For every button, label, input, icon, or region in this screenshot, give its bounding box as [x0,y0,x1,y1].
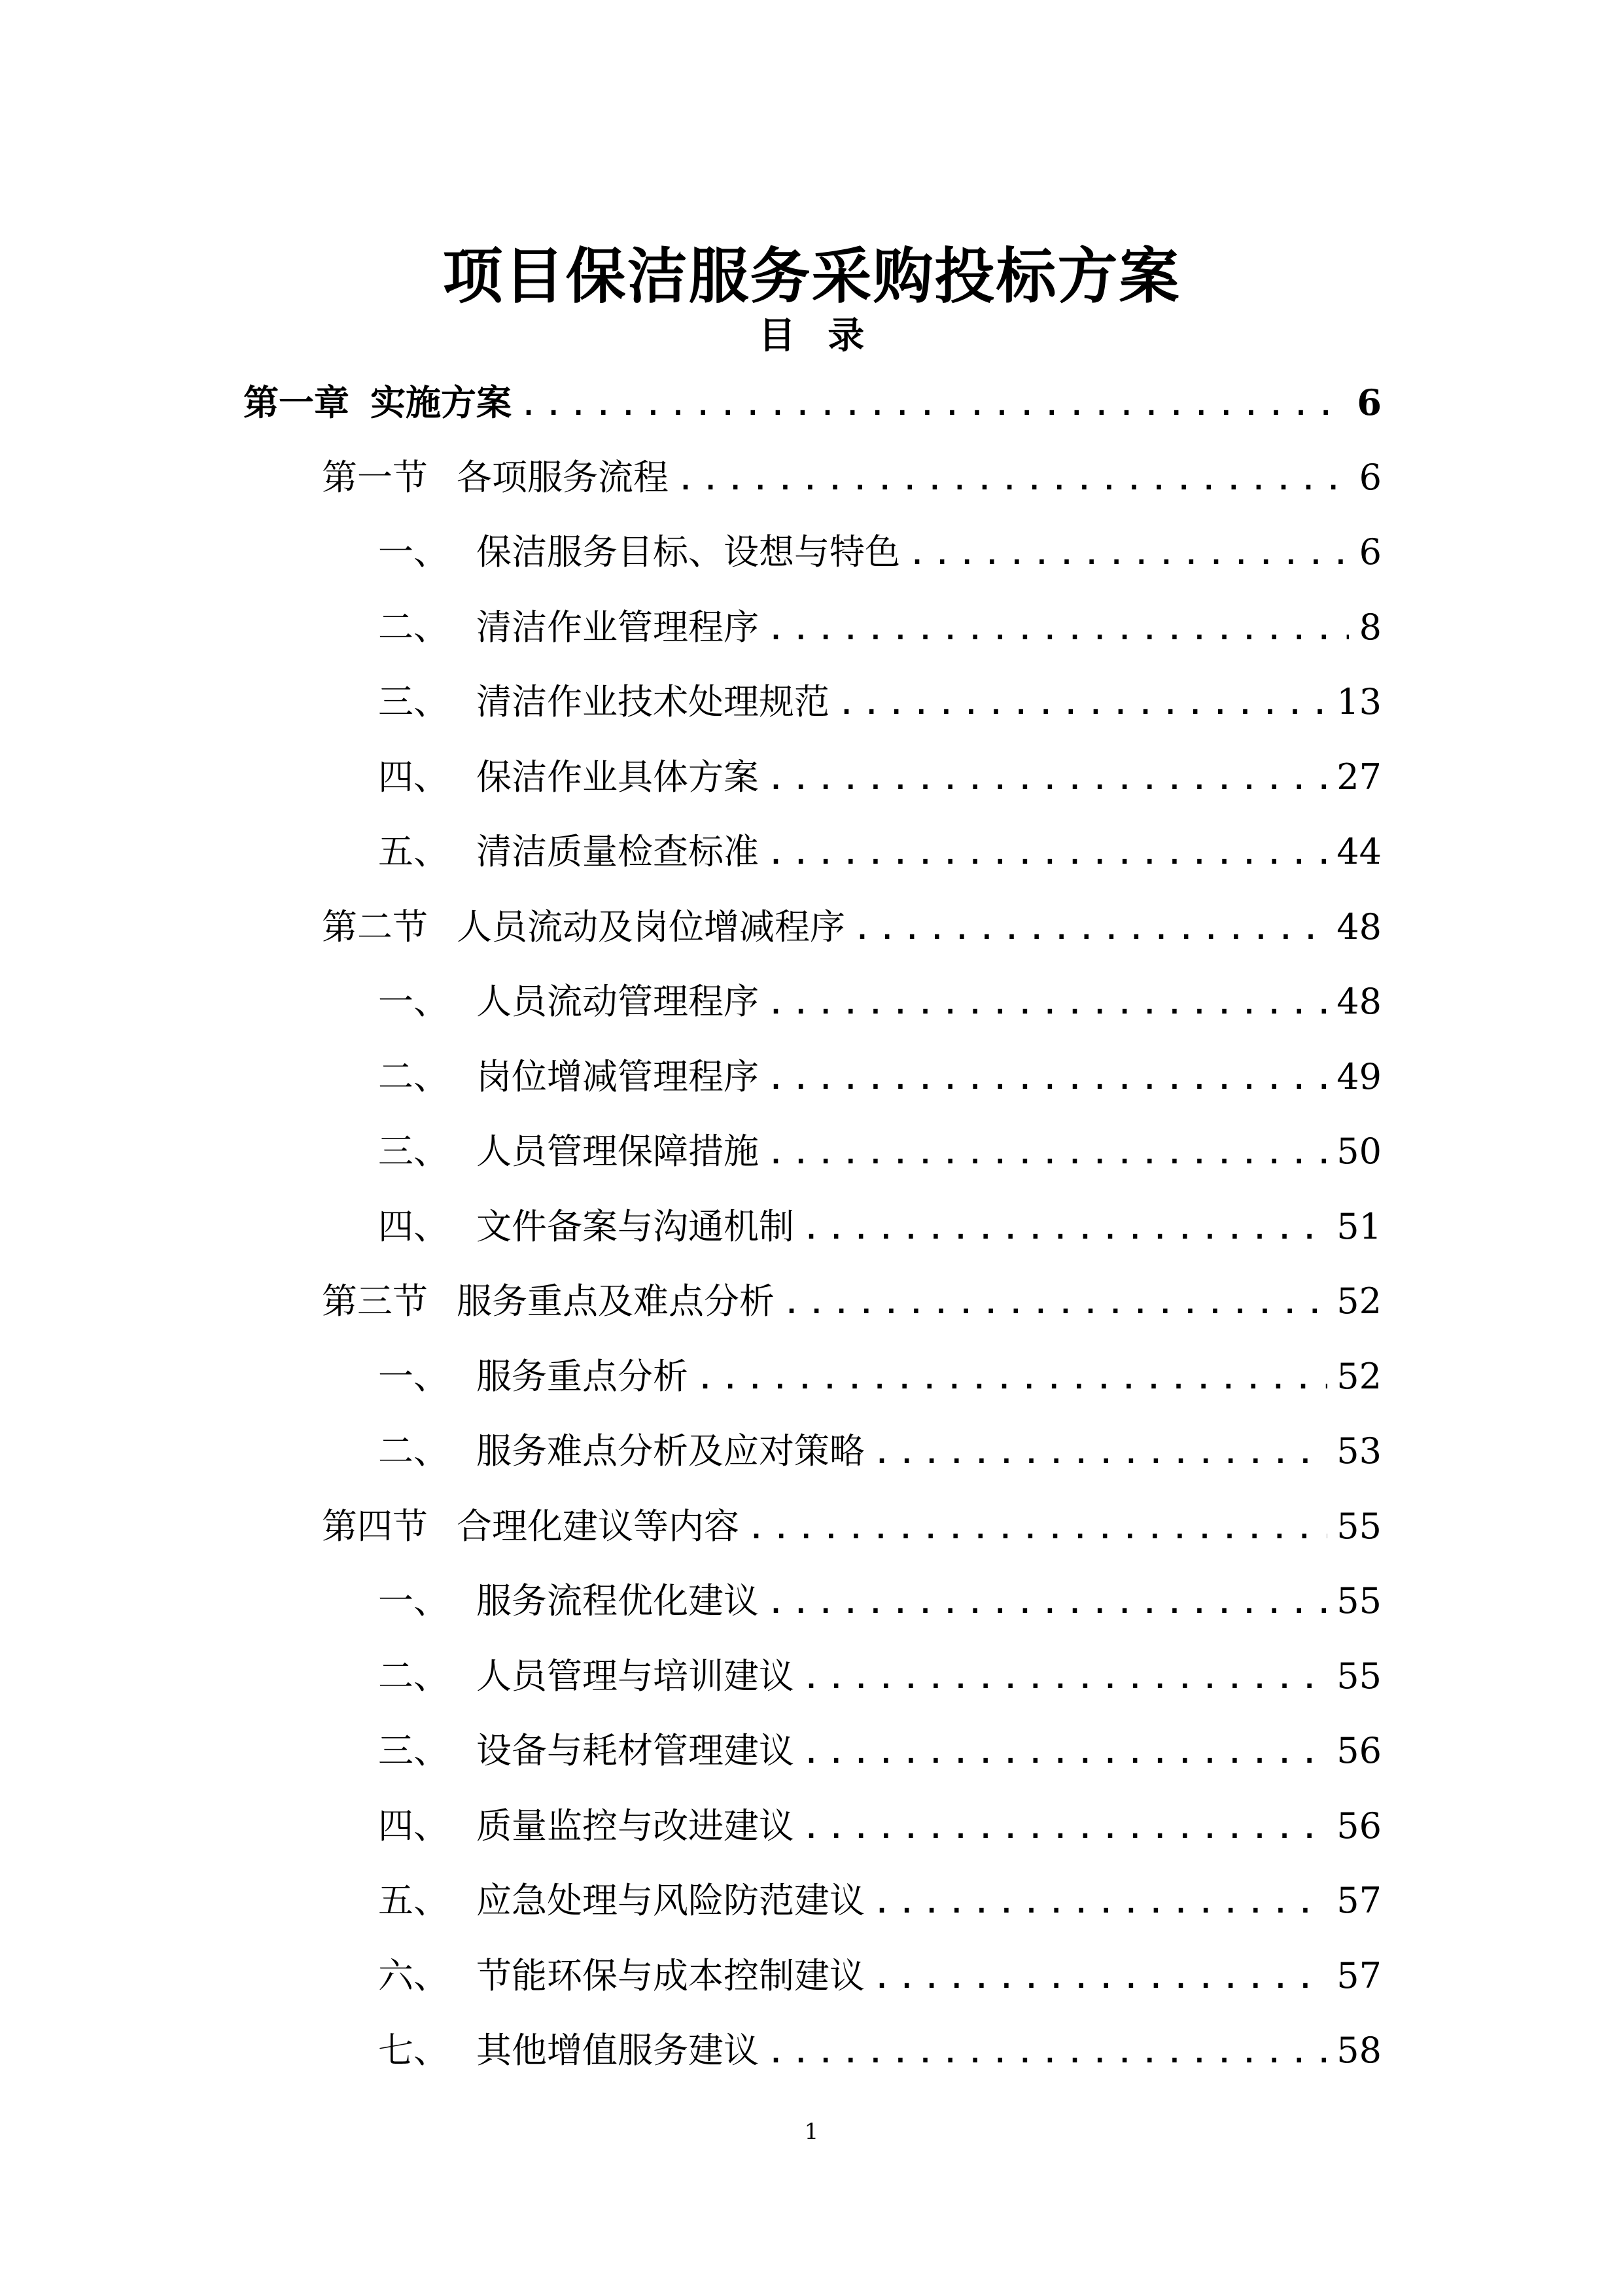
toc-dot-leader [839,673,1327,738]
toc-entry[interactable] [378,1568,1382,1634]
toc-entry-number: 五、 [378,1880,449,1921]
toc-entry-page: 8 [1359,607,1382,648]
toc-entry-title: 节能环保与成本控制建议 [476,1955,865,1996]
toc-entry-number: 七、 [378,2030,449,2071]
toc-entry-number: 一、 [378,1356,449,1397]
toc-entry-page: 55 [1336,1506,1382,1547]
toc-entry-title: 质量监控与改进建议 [476,1805,794,1846]
toc-entry[interactable] [378,1344,1382,1409]
toc-entry-title: 设备与耗材管理建议 [476,1730,794,1771]
toc-entry-number: 三、 [378,1131,449,1172]
toc-entry-page: 6 [1357,381,1382,423]
toc-entry-title: 服务重点分析 [476,1356,688,1397]
toc-entry-number: 四、 [378,1206,449,1247]
toc-entry-number: 二、 [378,1430,449,1472]
toc-entry[interactable] [322,1494,1382,1559]
toc-entry[interactable] [378,819,1382,885]
toc-entry-title: 保洁作业具体方案 [476,756,759,798]
toc-dot-leader [909,523,1349,588]
toc-entry-title: 各项服务流程 [457,457,669,498]
toc-entry-page: 49 [1336,1056,1382,1097]
toc-entry-number: 第四节 [322,1506,428,1547]
toc-entry-number: 二、 [378,1655,449,1697]
toc-entry[interactable] [378,669,1382,735]
toc-dot-leader [803,1197,1327,1263]
toc-dot-leader [768,1122,1327,1188]
toc-entry-page: 58 [1336,2030,1382,2071]
toc-entry-title: 人员管理与培训建议 [476,1655,794,1697]
document-title: 项目保洁服务采购投标方案 [442,240,1181,311]
toc-entry-number: 第一章 [243,381,349,423]
toc-entry-title: 实施方案 [370,381,512,423]
toc-dot-leader [678,448,1349,514]
toc-entry-number: 三、 [378,681,449,722]
toc-entry-title: 清洁作业管理程序 [476,607,759,648]
toc-entry-page: 57 [1336,1955,1382,1996]
toc-dot-leader [697,1347,1327,1413]
toc-dot-leader [768,1572,1327,1637]
toc-entry-title: 人员管理保障措施 [476,1131,759,1172]
toc-entry[interactable] [378,1119,1382,1184]
toc-entry[interactable] [378,2018,1382,2083]
toc-entry[interactable] [322,1269,1382,1334]
toc-entry[interactable] [378,1644,1382,1709]
toc-entry[interactable] [378,1868,1382,1934]
toc-entry[interactable] [378,1718,1382,1784]
toc-entry-page: 48 [1336,981,1382,1022]
toc-entry-number: 一、 [378,531,449,573]
toc-heading: 目 录 [758,314,865,357]
toc-entry-number: 二、 [378,1056,449,1097]
toc-entry[interactable] [378,1793,1382,1859]
toc-entry-title: 岗位增减管理程序 [476,1056,759,1097]
toc-entry-number: 一、 [378,1580,449,1621]
toc-entry-page: 50 [1336,1131,1382,1172]
toc-entry-title: 服务难点分析及应对策略 [476,1430,865,1472]
toc-entry-number: 四、 [378,1805,449,1846]
toc-entry-number: 五、 [378,831,449,872]
toc-entry-number: 三、 [378,1730,449,1771]
toc-dot-leader [803,1797,1327,1862]
toc-dot-leader [874,1947,1327,2012]
toc-entry-title: 应急处理与风险防范建议 [476,1880,865,1921]
toc-dot-leader [874,1871,1327,1937]
toc-entry[interactable] [378,1044,1382,1110]
toc-entry-page: 13 [1336,681,1382,722]
toc-entry-page: 44 [1336,831,1382,872]
toc-entry-page: 27 [1336,756,1382,798]
toc-entry-title: 服务流程优化建议 [476,1580,759,1621]
toc-dot-leader [874,1422,1327,1487]
toc-entry-number: 第三节 [322,1280,428,1322]
toc-entry[interactable] [378,1943,1382,2009]
toc-entry[interactable] [378,1194,1382,1260]
toc-dot-leader [803,1647,1327,1712]
toc-entry-number: 四、 [378,756,449,798]
toc-entry-title: 合理化建议等内容 [457,1506,739,1547]
toc-entry-page: 51 [1336,1206,1382,1247]
toc-entry-page: 6 [1359,457,1382,498]
toc-entry[interactable] [378,1419,1382,1484]
toc-dot-leader [768,598,1349,663]
toc-entry-number: 一、 [378,981,449,1022]
toc-entry-page: 52 [1336,1356,1382,1397]
toc-entry-title: 清洁作业技术处理规范 [476,681,829,722]
toc-dot-leader [768,1048,1327,1113]
toc-dot-leader [768,972,1327,1038]
toc-dot-leader [803,1722,1327,1787]
toc-entry[interactable] [378,745,1382,810]
toc-entry-page: 55 [1336,1655,1382,1697]
toc-entry-title: 文件备案与沟通机制 [476,1206,794,1247]
toc-dot-leader [854,898,1327,963]
toc-entry-page: 55 [1336,1580,1382,1621]
toc-dot-leader [521,374,1348,439]
toc-entry-number: 第一节 [322,457,428,498]
toc-entry-page: 56 [1336,1730,1382,1771]
toc-entry-title: 服务重点及难点分析 [457,1280,775,1322]
page-number: 1 [804,2119,819,2145]
toc-entry-number: 二、 [378,607,449,648]
toc-entry-title: 人员流动及岗位增减程序 [457,906,845,947]
toc-entry[interactable] [243,370,1382,435]
toc-dot-leader [768,822,1327,888]
toc-entry-page: 6 [1359,531,1382,573]
toc-entry[interactable] [378,520,1382,585]
toc-dot-leader [784,1272,1327,1337]
toc-entry[interactable] [378,969,1382,1034]
toc-entry-page: 53 [1336,1430,1382,1472]
toc-entry-number: 第二节 [322,906,428,947]
toc-entry-title: 保洁服务目标、设想与特色 [476,531,900,573]
toc-entry[interactable] [378,595,1382,660]
toc-entry-title: 清洁质量检查标准 [476,831,759,872]
toc-dot-leader [748,1497,1327,1563]
toc-entry[interactable] [322,445,1382,510]
toc-dot-leader [768,2021,1327,2087]
toc-entry-page: 48 [1336,906,1382,947]
toc-entry-title: 其他增值服务建议 [476,2030,759,2071]
toc-entry[interactable] [322,894,1382,960]
toc-entry-page: 56 [1336,1805,1382,1846]
toc-dot-leader [768,748,1327,813]
toc-entry-page: 52 [1336,1280,1382,1322]
toc-entry-title: 人员流动管理程序 [476,981,759,1022]
toc-entry-number: 六、 [378,1955,449,1996]
toc-entry-page: 57 [1336,1880,1382,1921]
